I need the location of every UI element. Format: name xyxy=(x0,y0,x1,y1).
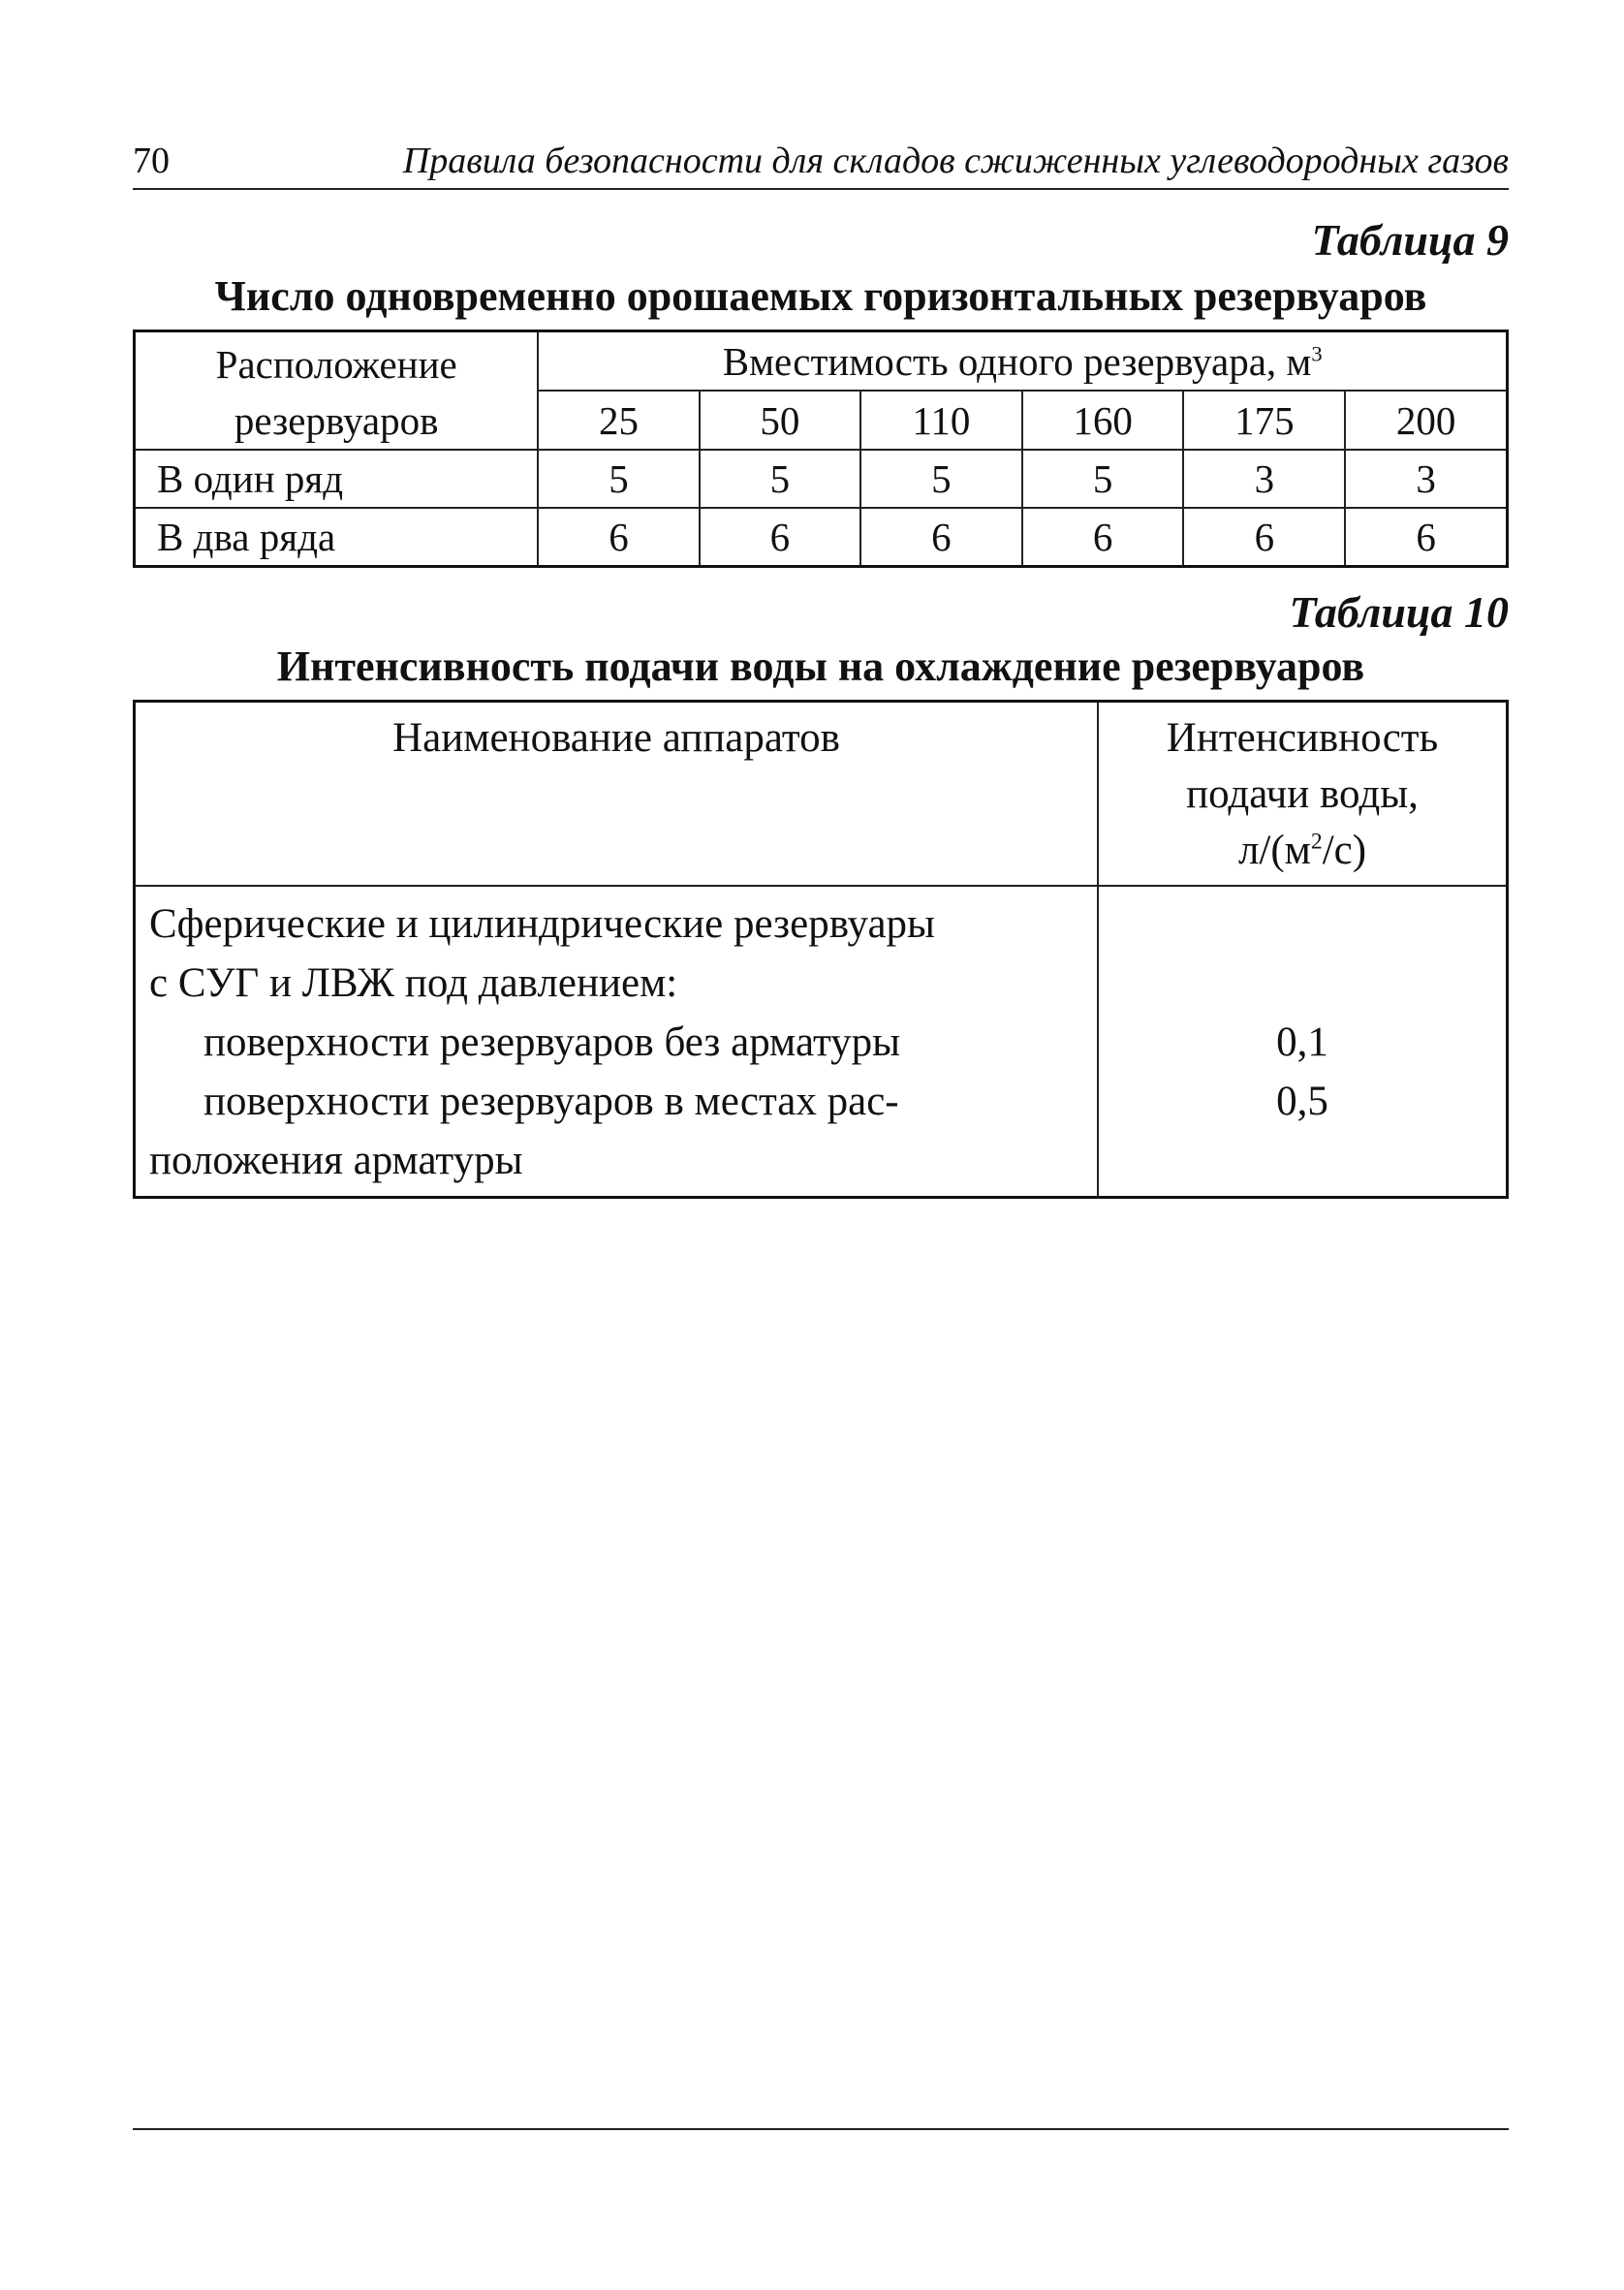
table9-capacity-cell: 50 xyxy=(700,391,860,450)
unit-post: /с) xyxy=(1322,828,1367,873)
table10-value: 0,5 xyxy=(1276,1079,1328,1124)
table9-capacity-cell: 25 xyxy=(538,391,699,450)
table10-title: Интенсивность подачи воды на охлаждение резервуаров xyxy=(276,643,1365,690)
table10-header-intensity xyxy=(1098,702,1508,887)
table9-value-cell: 5 xyxy=(1022,450,1184,508)
table10-value: 0,1 xyxy=(1276,1020,1328,1065)
table9-row-header xyxy=(135,331,539,451)
table9-value-cell: 3 xyxy=(1183,450,1345,508)
table9-value-cell: 5 xyxy=(700,450,860,508)
table10-item-name: поверхности резервуаров без арматуры xyxy=(203,1020,901,1065)
table10-item-name-continued: положения арматуры xyxy=(149,1138,523,1183)
book-title: Правила безопасности для складов сжиженных углеводородных газов xyxy=(402,141,1509,181)
table10-header-intensity-unit xyxy=(1099,823,1506,879)
table-row xyxy=(135,886,1508,1198)
table10-group-line2: с СУГ и ЛВЖ под давлением: xyxy=(149,960,678,1006)
table10-header-row xyxy=(135,702,1508,887)
table9-value-cell: 6 xyxy=(860,508,1022,567)
table10-header-name: Наименование аппаратов xyxy=(135,702,1099,887)
running-header xyxy=(133,134,1509,190)
table-row xyxy=(135,508,1508,567)
table9-value-cell: 5 xyxy=(538,450,699,508)
table9-value-cell: 3 xyxy=(1345,450,1507,508)
table9-title: Число одновременно орошаемых горизонтальных резервуаров xyxy=(214,272,1427,320)
table9-row-label: В два ряда xyxy=(135,508,539,567)
table9-capacity-unit-sup: 3 xyxy=(1311,340,1323,365)
table9-row-header-line2: резервуаров xyxy=(234,398,439,443)
table9-capacity-cell: 200 xyxy=(1345,391,1507,450)
table9-value-cell: 6 xyxy=(538,508,699,567)
table10-label: Таблица 10 xyxy=(1289,587,1509,637)
table9-row-header-line1: Расположение xyxy=(215,342,457,387)
table10 xyxy=(133,700,1509,1199)
table9-capacity-cell: 110 xyxy=(860,391,1022,450)
page-number: 70 xyxy=(133,141,170,181)
table10-group-line1: Сферические и цилиндрические резервуары xyxy=(149,901,935,947)
table9-value-cell: 6 xyxy=(1345,508,1507,567)
table9 xyxy=(133,329,1509,568)
table9-capacity-cell: 175 xyxy=(1183,391,1345,450)
spacer xyxy=(1099,894,1506,954)
table10-header-intensity-line1: Интенсивность xyxy=(1166,715,1439,761)
spacer xyxy=(1099,954,1506,1013)
table9-capacity-header xyxy=(538,331,1507,392)
unit-sup: 2 xyxy=(1310,829,1323,855)
footer-rule xyxy=(133,2128,1509,2130)
table9-value-cell: 6 xyxy=(700,508,860,567)
table9-capacity-cell: 160 xyxy=(1022,391,1184,450)
table10-header-intensity-line2: подачи воды, xyxy=(1186,771,1419,817)
table9-value-cell: 6 xyxy=(1022,508,1184,567)
table10-value-column xyxy=(1098,886,1508,1198)
table10-name-cell xyxy=(135,886,1099,1198)
table9-row-label: В один ряд xyxy=(135,450,539,508)
unit-pre: л/(м xyxy=(1237,828,1311,873)
table9-capacity-header-text: Вместимость одного резервуара, м xyxy=(722,338,1312,384)
table-row xyxy=(135,450,1508,508)
table9-value-cell: 5 xyxy=(860,450,1022,508)
table9-value-cell: 6 xyxy=(1183,508,1345,567)
table9-header-row xyxy=(135,331,1508,392)
table10-item-name: поверхности резервуаров в местах рас- xyxy=(203,1079,899,1124)
table9-label: Таблица 9 xyxy=(1311,215,1509,265)
